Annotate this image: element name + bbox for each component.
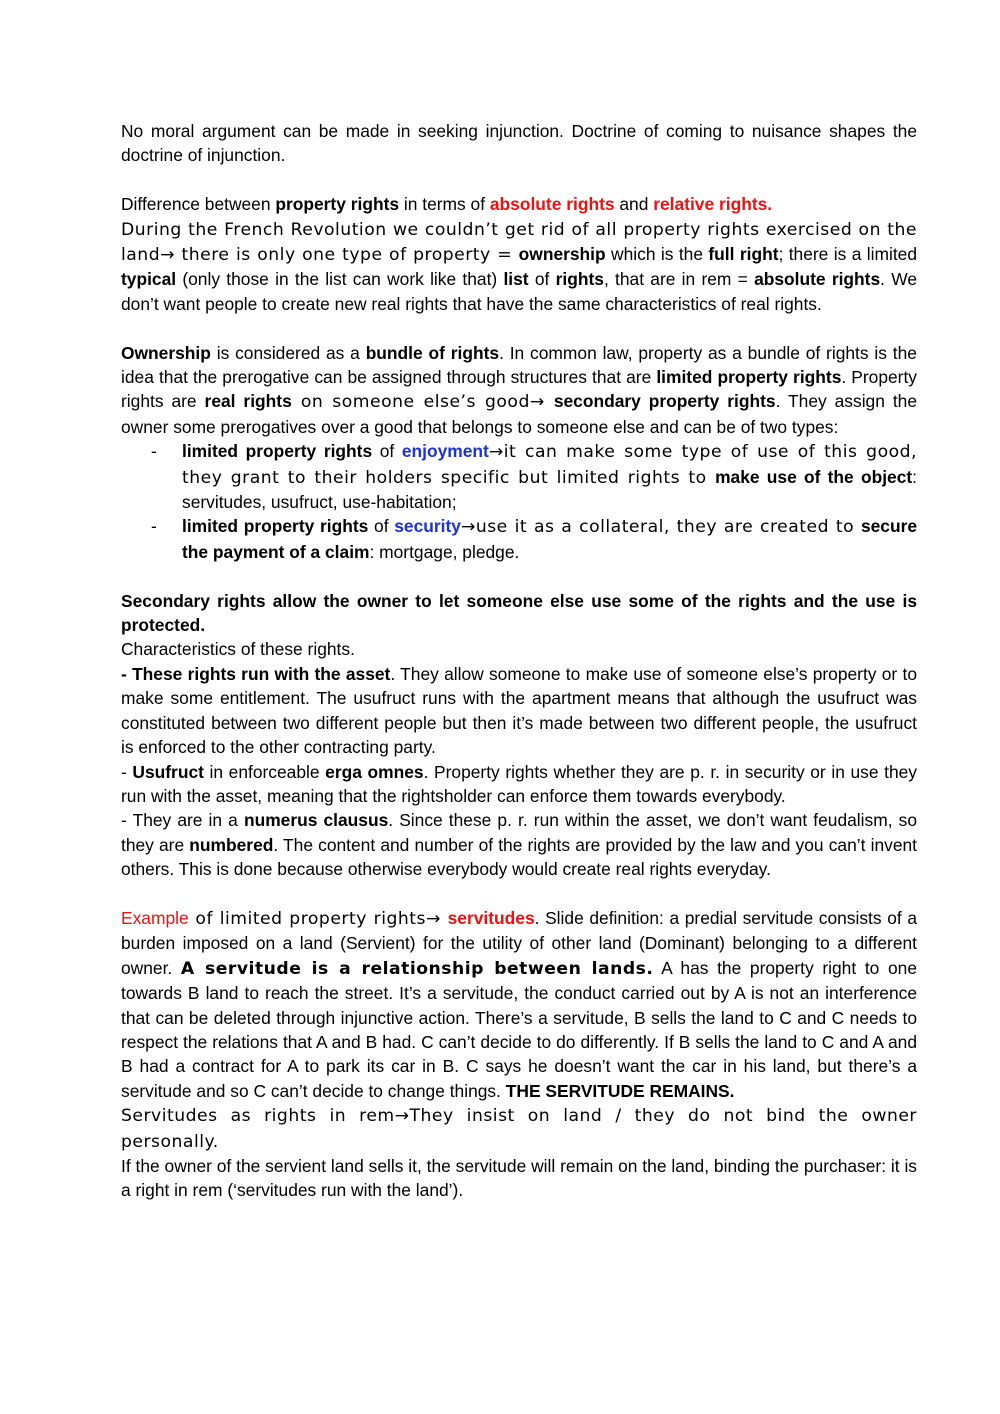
paragraph-secondary-rights <box>121 589 917 638</box>
bold-term: Secondary rights allow the owner to let someone else use some of the rights and the use is protected. <box>121 590 917 636</box>
paragraph-french-revolution <box>121 217 917 317</box>
paragraph-characteristics <box>121 637 917 661</box>
bold-term: limited property rights <box>656 367 842 388</box>
bold-term: Ownership <box>121 342 211 363</box>
list-item <box>121 514 917 564</box>
text: If the owner of the servient land sells it, the servitude will remain on the land, binding the purchaser: it is a right in rem (‘servitudes run with the land’). <box>121 1156 917 1201</box>
bold-term: make use of the object <box>715 466 913 487</box>
dash-bullet: - <box>151 441 157 462</box>
text: Characteristics of these rights. <box>121 639 355 660</box>
text: on someone else’s good→ <box>291 392 554 413</box>
text: . They assign the owner some prerogatives over a good that belongs to someone else and can be of two types: <box>121 391 918 437</box>
blank-line <box>121 564 917 588</box>
text: . Property rights are <box>121 367 918 412</box>
bold-term: limited property rights <box>182 441 373 462</box>
text: . We don’t want people to create new real rights that have the same characteristics of real rights. <box>121 269 918 314</box>
bold-term: numerus clausus <box>243 810 389 831</box>
text: : mortgage, pledge. <box>369 541 520 562</box>
text: of limited property rights→ <box>188 908 448 929</box>
text: A has the property right to one towards B land to reach the street. It’s a servitude, the conduct carried out by A is not an interference that can be deleted through injunctive action. There’s a servitude, B sells the land to C and C needs to respect the relations that A and B had. C can’t decide to do differently. If B sells the land to C and A and B had a contract for A to park its car in B. C says he doesn’t want the car in his land, but there’s a servitude and so C can’t decide to change things. <box>121 957 917 1101</box>
bold-term: Usufruct <box>132 761 204 782</box>
bold-term: secure the payment of a claim <box>182 516 918 562</box>
blank-line <box>121 882 917 906</box>
bold-term: A servitude is a relationship between lands. <box>180 958 654 979</box>
text: - <box>121 761 133 782</box>
text: of <box>528 269 556 290</box>
bold-term: erga omnes <box>325 761 424 782</box>
paragraph-servient-land <box>121 1154 917 1203</box>
text: →it can make some type of use of this good, they grant to their holders specific but limited rights to <box>182 442 917 488</box>
bold-term: absolute rights <box>754 269 881 290</box>
bold-term: numbered <box>189 834 274 855</box>
blank-line <box>121 316 917 340</box>
text: . They allow someone to make use of someone else’s property or to make some entitlement. The usufruct runs with the apartment means that although the usufruct was constituted between two different people but then it’s made between two different people, the usufruct is enforced to the other contracting party. <box>121 663 918 758</box>
bold-term: full right <box>708 244 779 265</box>
paragraph-run-with-asset <box>121 662 917 760</box>
dash-bullet: - <box>151 516 157 537</box>
bold-term: bundle of rights <box>365 342 500 363</box>
text: : servitudes, usufruct, use-habitation; <box>182 466 918 513</box>
bold-term: limited property rights <box>182 516 369 537</box>
bold-term: list <box>503 269 529 290</box>
text: Difference between <box>121 194 276 215</box>
rights-list <box>121 439 917 564</box>
text: is considered as a <box>210 342 366 363</box>
text: in terms of <box>399 194 490 215</box>
bold-term: typical <box>121 269 177 290</box>
text: of <box>372 441 402 462</box>
text: During the French Revolution we couldn’t get rid of all property rights exercised on the land→ there is only one type of property = <box>121 219 917 266</box>
text: . Property rights whether they are p. r. in security or in use they run with the asset, meaning that the rightsholder can enforce them towards everybody. <box>121 761 918 806</box>
text: . In common law, property as a bundle of rights is the idea that the prerogative can be assigned through structures that are <box>121 342 917 388</box>
blank-line <box>121 168 917 192</box>
paragraph-injunction <box>121 119 917 168</box>
paragraph-difference <box>121 192 917 216</box>
text: . The content and number of the rights are provided by the law and you can’t invent others. This is done because otherwise everybody would create real rights everyday. <box>121 834 918 880</box>
text: →use it as a collateral, they are created to <box>460 517 861 538</box>
bold-term: real rights <box>204 391 292 412</box>
red-term: relative rights. <box>653 194 773 215</box>
paragraph-numerus-clausus <box>121 808 917 881</box>
bold-term: THE SERVITUDE REMAINS. <box>505 1080 735 1101</box>
text: , that are in rem = <box>603 269 755 290</box>
bold-term: property rights <box>275 194 400 215</box>
text: ; there is a limited <box>778 244 918 265</box>
text: (only those in the list can work like that) <box>176 269 504 290</box>
text: No moral argument can be made in seeking injunction. Doctrine of coming to nuisance shapes the doctrine of injunction. <box>121 121 917 166</box>
text: and <box>614 194 654 215</box>
blue-term: enjoyment <box>401 441 489 462</box>
list-item <box>121 439 917 514</box>
document-body <box>121 119 917 1203</box>
red-term: Example <box>121 907 189 928</box>
paragraph-ownership <box>121 341 917 440</box>
red-term: absolute rights <box>489 194 615 215</box>
red-term: servitudes <box>447 907 535 928</box>
paragraph-servitudes-example <box>121 906 917 1103</box>
bold-term: rights <box>555 269 604 290</box>
bold-term: ownership <box>518 244 606 265</box>
text: . Since these p. r. run within the asset, we don’t want feudalism, so they are <box>121 810 918 855</box>
text: - They are in a <box>121 810 244 831</box>
blue-term: security <box>394 516 461 537</box>
text: Servitudes as rights in rem→They insist on land / they do not bind the owner personally. <box>121 1106 917 1152</box>
text: in enforceable <box>203 761 326 782</box>
text: of <box>368 516 395 537</box>
bold-term: - These rights run with the asset <box>121 663 391 684</box>
paragraph-rights-in-rem <box>121 1103 917 1154</box>
paragraph-usufruct <box>121 760 917 809</box>
bold-term: secondary property rights <box>553 391 776 412</box>
text: which is the <box>605 244 709 265</box>
text: . Slide definition: a predial servitude consists of a burden imposed on a land (Servient) for the utility of other land (Dominant) belonging to a different owner. <box>121 907 917 978</box>
